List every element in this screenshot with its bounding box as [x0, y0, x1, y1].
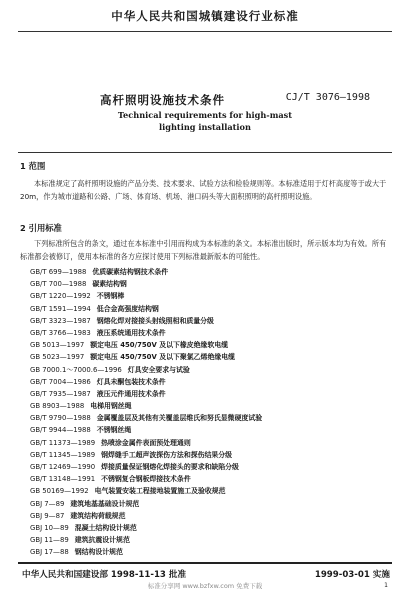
- reference-name: 电梯用钢丝绳: [90, 402, 132, 411]
- reference-item: [30, 278, 262, 290]
- reference-item: [30, 315, 262, 327]
- section-heading-scope: 1 范围: [20, 161, 46, 171]
- reference-number: GB/T 9944—1988: [30, 426, 91, 435]
- reference-number: GB 50169—1992: [30, 487, 89, 496]
- reference-number: GBJ 17—88: [30, 548, 69, 557]
- reference-number: GB 8903—1988: [30, 402, 85, 411]
- reference-name: 热喷涂金属件表面预处理通则: [101, 438, 191, 447]
- reference-name: 钢熔化焊对接接头射线照相和质量分级: [96, 316, 214, 325]
- reference-name: 低合金高强度结构钢: [96, 304, 159, 313]
- reference-name: 电气装置安装工程接地装置施工及验收规范: [94, 487, 226, 496]
- reference-item: [30, 266, 262, 278]
- footer-divider: [18, 562, 392, 564]
- reference-number: GB/T 700—1988: [30, 280, 87, 289]
- reference-number: GB/T 9790—1988: [30, 414, 91, 423]
- reference-name: 不锈钢丝绳: [96, 426, 132, 435]
- document-header-title: 中华人民共和国城镇建设行业标准: [111, 9, 299, 23]
- reference-item: [30, 412, 262, 424]
- reference-number: GB 5013—1997: [30, 341, 85, 350]
- reference-name: 钢结构设计规范: [74, 548, 123, 557]
- reference-number: GB/T 7004—1986: [30, 377, 91, 386]
- title-divider: [18, 152, 392, 153]
- reference-item: [30, 461, 262, 473]
- reference-item: [30, 473, 262, 485]
- reference-number: GB/T 3323—1987: [30, 316, 91, 325]
- reference-item: [30, 424, 262, 436]
- reference-number: GB/T 13148—1991: [30, 475, 96, 484]
- reference-name: 焊接质量保证钢熔化焊接头的要求和缺陷分级: [101, 463, 239, 471]
- reference-item: [30, 290, 262, 302]
- reference-name: 优质碳素结构钢技术条件: [92, 268, 169, 276]
- reference-number: GB/T 3766—1983: [30, 328, 91, 337]
- reference-item: [30, 351, 262, 363]
- reference-item: [30, 534, 262, 546]
- section-paragraph-references: 下列标准所包含的条文，通过在本标准中引用而构成为本标准的条文。本标准出版时，所示版本均为有效。所有标准都会被修订，使用本标准的各方应探讨使用下列标准最新版本的可能性。: [20, 239, 387, 261]
- header-divider: [18, 31, 392, 32]
- reference-name: 碳素结构钢: [92, 280, 127, 289]
- reference-item: [30, 546, 262, 558]
- implementation-date: 1999-03-01 实施: [314, 570, 390, 580]
- standard-title-cn: 高杆照明设施技术条件: [100, 93, 225, 107]
- reference-name: 建筑抗震设计规范: [74, 536, 130, 545]
- reference-name: 液压元件通用技术条件: [96, 389, 166, 398]
- reference-name: 建筑地基基础设计规范: [70, 499, 140, 508]
- reference-item: [30, 303, 262, 315]
- reference-number: GB/T 12469—1990: [30, 463, 96, 471]
- reference-name: 钢焊缝手工超声波探伤方法和探伤结果分级: [101, 450, 233, 459]
- standard-title-en-line2: lighting installation: [159, 122, 251, 132]
- reference-item: [30, 449, 262, 461]
- reference-number: GB/T 1591—1994: [30, 304, 91, 313]
- reference-item: [30, 339, 262, 351]
- reference-number: GBJ 7—89: [30, 499, 65, 508]
- reference-item: [30, 376, 262, 388]
- reference-number: GB/T 11373—1989: [30, 438, 96, 447]
- standard-title-en-line1: Technical requirements for high-mast: [117, 110, 293, 120]
- reference-name: 灯具安全要求与试验: [127, 365, 190, 374]
- reference-item: [30, 498, 262, 510]
- section-paragraph-scope: 本标准规定了高杆照明设施的产品分类、技术要求、试验方法和检验规则等。本标准适用于灯杆高度等于或大于 20m，作为城市道路和公路、广场、体育场、机场、港口码头等大面积照明的高杆照明设施。: [20, 179, 387, 201]
- reference-item: [30, 510, 262, 522]
- reference-item: [30, 522, 262, 534]
- reference-item: [30, 400, 262, 412]
- reference-name: 金属覆盖层及其他有关覆盖层维氏和努氏显微硬度试验: [96, 414, 263, 423]
- reference-name: 不锈钢复合钢板焊接技术条件: [101, 475, 191, 484]
- reference-number: GB 5023—1997: [30, 353, 85, 362]
- reference-number: GBJ 10—89: [30, 523, 69, 532]
- reference-name: 混凝土结构设计规范: [74, 523, 137, 532]
- reference-item: [30, 364, 262, 376]
- reference-item: [30, 388, 262, 400]
- reference-name: 灯具未酮包装技术条件: [96, 377, 166, 386]
- site-watermark: 标准分享网 www.bzfxw.com 免费下载: [147, 582, 263, 590]
- page-number: 1: [384, 582, 388, 589]
- reference-item: [30, 485, 262, 497]
- reference-number: GB/T 11345—1989: [30, 450, 96, 459]
- reference-name: 额定电压 450/750V 及以下聚氯乙烯绝缘电缆: [90, 353, 236, 362]
- reference-item: [30, 437, 262, 449]
- reference-number: GB/T 699—1988: [30, 268, 87, 276]
- reference-item: [30, 327, 262, 339]
- section-heading-references: 2 引用标准: [20, 223, 62, 233]
- reference-name: 液压系统通用技术条件: [96, 328, 166, 337]
- issue-statement: 中华人民共和国建设部 1998-11-13 批准: [22, 570, 187, 580]
- reference-number: GB/T 7935—1987: [30, 389, 91, 398]
- reference-standards-list: [30, 266, 262, 559]
- reference-number: GBJ 9—87: [30, 511, 65, 520]
- standard-number: CJ/T 3076—1998: [285, 92, 370, 103]
- reference-name: 不锈钢棒: [96, 292, 125, 301]
- reference-number: GB/T 1220—1992: [30, 292, 91, 301]
- reference-name: 建筑结构荷载规范: [70, 511, 126, 520]
- reference-number: GBJ 11—89: [30, 536, 69, 545]
- reference-number: GB 7000.1～7000.6—1996: [30, 365, 122, 374]
- reference-name: 额定电压 450/750V 及以下橡皮绝缘软电缆: [90, 341, 229, 350]
